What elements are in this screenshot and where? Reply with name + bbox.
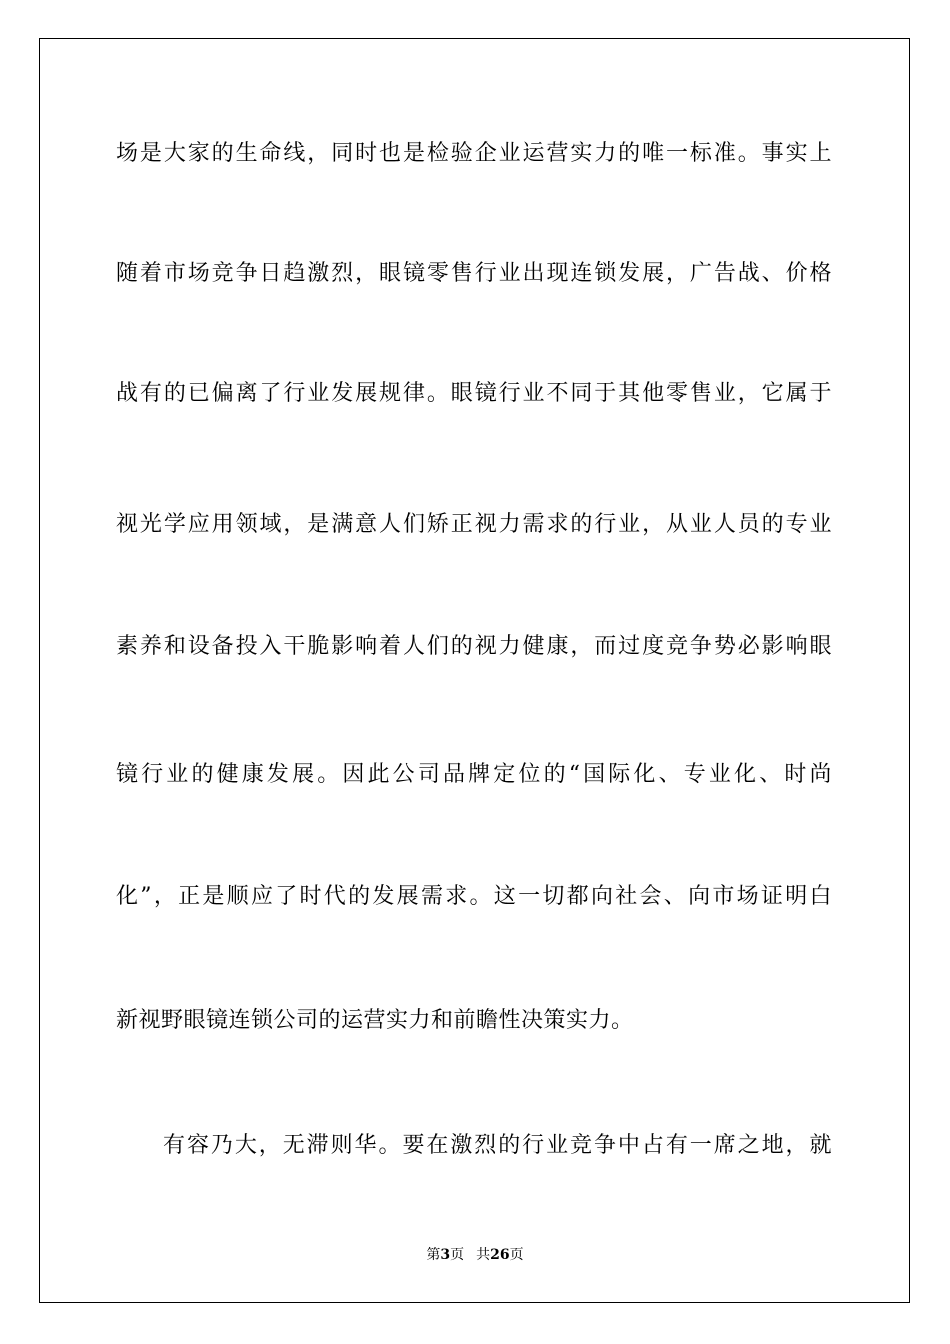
body-text-line: 视光学应用领域，是满意人们矫正视力需求的行业，从业人员的专业 (116, 512, 832, 537)
page-border (39, 38, 910, 1303)
body-text-line: 有容乃大，无滞则华。要在激烈的行业竞争中占有一席之地，就 (163, 1133, 832, 1158)
total-pages: 26 (490, 1247, 510, 1263)
page-suffix: 页 (450, 1247, 465, 1263)
body-text-line: 场是大家的生命线，同时也是检验企业运营实力的唯一标准。事实上 (116, 141, 832, 166)
body-text-line: 随着市场竞争日趋激烈，眼镜零售行业出现连锁发展，广告战、价格 (116, 261, 832, 286)
body-text-line: 战有的已偏离了行业发展规律。眼镜行业不同于其他零售业，它属于 (116, 381, 832, 406)
page-number: 3 (440, 1247, 451, 1263)
page-prefix: 第 (426, 1247, 441, 1263)
total-prefix: 共 (476, 1247, 491, 1263)
body-text-line: 素养和设备投入干脆影响着人们的视力健康，而过度竞争势必影响眼 (116, 634, 832, 659)
body-text-line: 镜行业的健康发展。因此公司品牌定位的“国际化、专业化、时尚 (116, 762, 832, 787)
total-suffix: 页 (509, 1247, 524, 1263)
body-text-line: 新视野眼镜连锁公司的运营实力和前瞻性决策实力。 (116, 1008, 634, 1033)
page-footer (0, 1245, 950, 1265)
body-text-line: 化”，正是顺应了时代的发展需求。这一切都向社会、向市场证明白 (116, 884, 832, 909)
